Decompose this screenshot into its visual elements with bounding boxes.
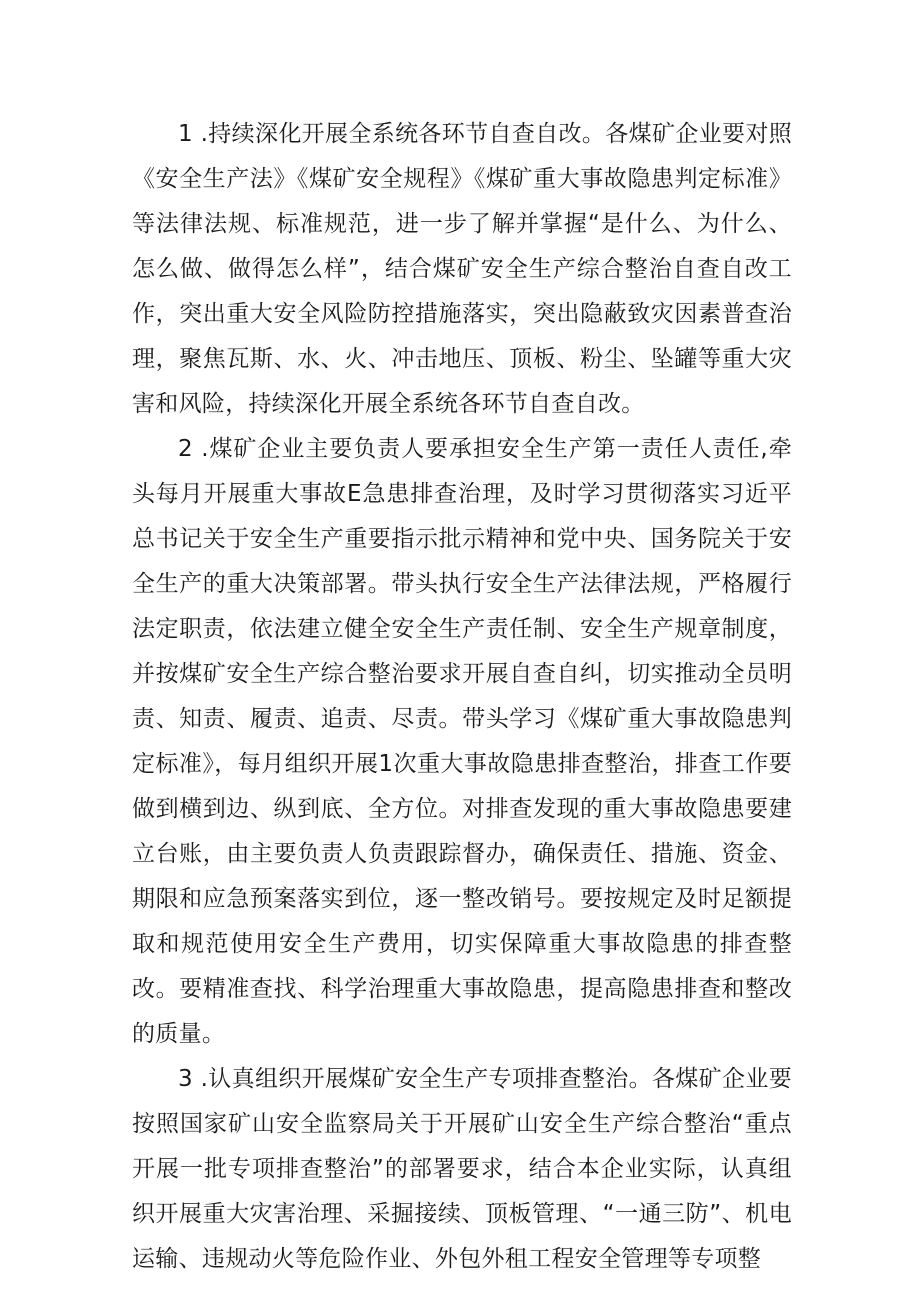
- paragraph-2: 2 .煤矿企业主要负责人要承担安全生产第一责任人责任,牵头每月开展重大事故E急患排查治理，及时学习贯彻落实习近平总书记关于安全生产重要指示批示精神和党中央、国务院关于安全生产的重大决策部署。带头执行安全生产法律法规，严格履行法定职责，依法建立健全安全生产责任制、安全生产规章制度，并按煤矿安全生产综合整治要求开展自查自纠，切实推动全员明责、知责、履责、追责、尽责。带头学习《煤矿重大事故隐患判定标准》，每月组织开展1次重大事故隐患排查整治，排查工作要做到横到边、纵到底、全方位。对排查发现的重大事故隐患要建立台账，由主要负责人负责跟踪督办，确保责任、措施、资金、期限和应急预案落实到位，逐一整改销号。要按规定及时足额提取和规范使用安全生产费用，切实保障重大事故隐患的排查整改。要精准查找、科学治理重大事故隐患，提高隐患排查和整改的质量。: [132, 436, 792, 1047]
- document-body: [132, 112, 792, 1282]
- paragraph-3: 3 .认真组织开展煤矿安全生产专项排查整治。各煤矿企业要按照国家矿山安全监察局关于开展矿山安全生产综合整治“重点开展一批专项排查整治”的部署要求，结合本企业实际，认真组织开展重大灾害治理、采掘接续、顶板管理、“一通三防”、机电运输、违规动火等危险作业、外包外租工程安全管理等专项整: [132, 1066, 792, 1272]
- paragraph-1: 1 .持续深化开展全系统各环节自查自改。各煤矿企业要对照《安全生产法》《煤矿安全规程》《煤矿重大事故隐患判定标准》等法律法规、标准规范，进一步了解并掌握“是什么、为什么、怎么做、做得怎么样”，结合煤矿安全生产综合整治自查自改工作，突出重大安全风险防控措施落实，突出隐蔽致灾因素普查治理，聚焦瓦斯、水、火、冲击地压、顶板、粉尘、坠罐等重大灾害和风险，持续深化开展全系统各环节自查自改。: [132, 121, 792, 417]
